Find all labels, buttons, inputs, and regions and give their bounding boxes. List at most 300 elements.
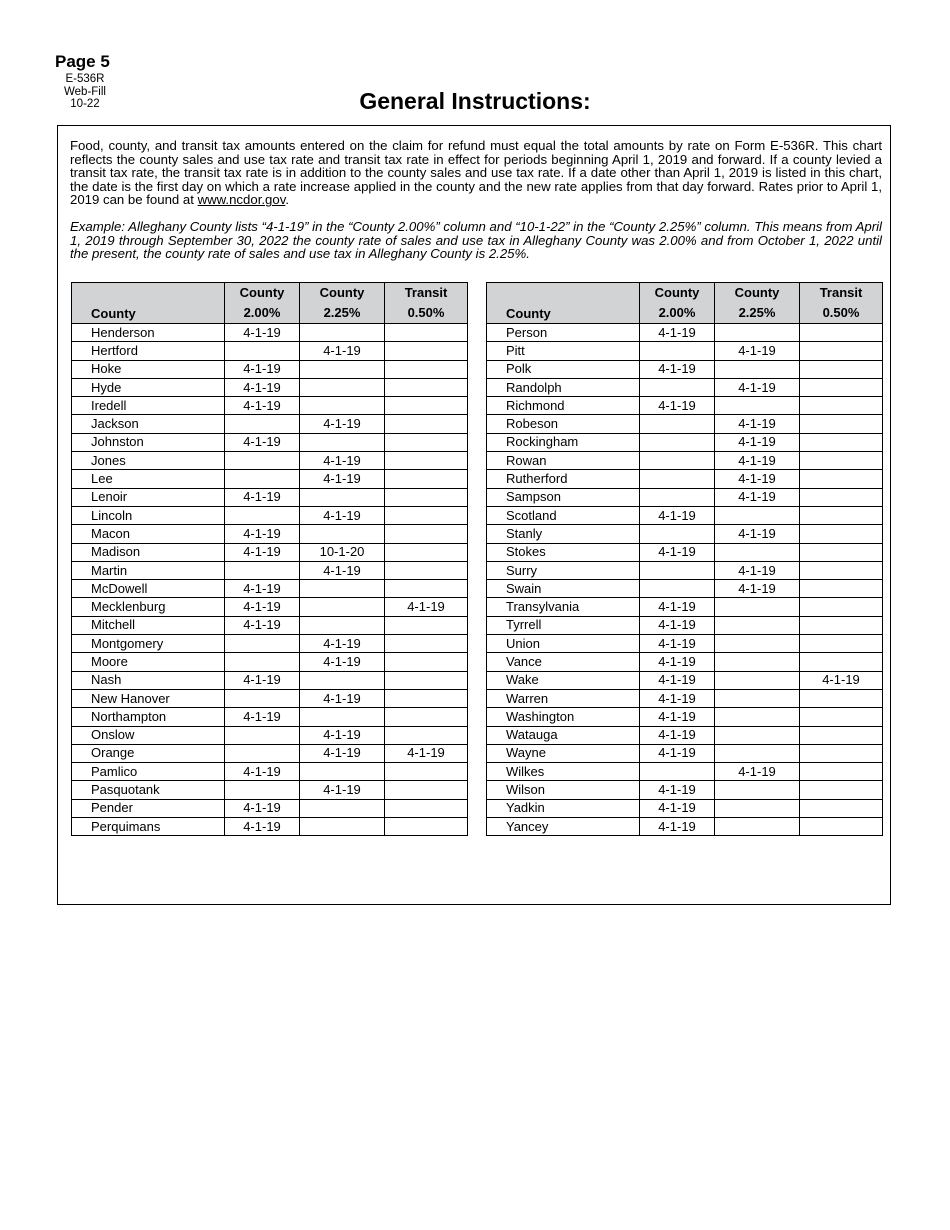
rate-2-00-cell: 4-1-19 [225, 818, 300, 836]
rate-2-00-cell: 4-1-19 [640, 635, 715, 653]
transit-cell [385, 452, 468, 470]
county-name-cell: Moore [72, 653, 225, 671]
transit-cell [385, 525, 468, 543]
rate-2-00-cell [640, 433, 715, 451]
rate-2-00-cell [640, 580, 715, 598]
rate-2-25-cell [300, 708, 385, 726]
rate-2-00-cell [225, 452, 300, 470]
column-header-county-2-25 [715, 283, 800, 324]
column-header-transit-0-50 [800, 283, 883, 324]
rate-2-25-cell: 10-1-20 [300, 543, 385, 561]
transit-cell [385, 543, 468, 561]
county-name-cell: Warren [487, 689, 640, 707]
instructions-box [57, 125, 891, 905]
transit-cell [385, 653, 468, 671]
rate-2-00-cell: 4-1-19 [225, 616, 300, 634]
rate-2-25-cell [715, 671, 800, 689]
table-header-row [72, 283, 468, 324]
rate-2-00-cell [640, 342, 715, 360]
county-name-cell: Northampton [72, 708, 225, 726]
transit-cell [800, 818, 883, 836]
rate-2-25-cell [300, 525, 385, 543]
table-row [487, 726, 883, 744]
table-row [487, 744, 883, 762]
county-name-cell: Wayne [487, 744, 640, 762]
rate-2-25-cell: 4-1-19 [300, 781, 385, 799]
transit-cell [800, 360, 883, 378]
table-row [72, 488, 468, 506]
transit-cell [800, 689, 883, 707]
table-row [487, 525, 883, 543]
form-date: 10-22 [70, 98, 100, 110]
county-name-cell: Union [487, 635, 640, 653]
county-name-cell: Perquimans [72, 818, 225, 836]
table-row [72, 433, 468, 451]
transit-cell [800, 763, 883, 781]
intro-paragraph [70, 139, 882, 207]
transit-cell [800, 708, 883, 726]
transit-cell [385, 433, 468, 451]
transit-cell [800, 653, 883, 671]
county-name-cell: Pasquotank [72, 781, 225, 799]
table-row [487, 671, 883, 689]
table-row [487, 818, 883, 836]
rate-2-25-cell [300, 397, 385, 415]
county-name-cell: Person [487, 324, 640, 342]
county-name-cell: Yancey [487, 818, 640, 836]
table-row [487, 543, 883, 561]
county-name-cell: Mitchell [72, 616, 225, 634]
transit-cell: 4-1-19 [385, 598, 468, 616]
rate-2-00-cell [640, 415, 715, 433]
county-name-cell: Nash [72, 671, 225, 689]
rate-2-00-cell: 4-1-19 [640, 744, 715, 762]
rate-2-25-cell [715, 616, 800, 634]
rate-2-00-cell: 4-1-19 [640, 818, 715, 836]
table-row [487, 598, 883, 616]
county-name-cell: Hyde [72, 378, 225, 396]
header-rate: 0.50% [822, 305, 860, 320]
table-row [72, 671, 468, 689]
county-name-cell: Surry [487, 561, 640, 579]
transit-cell [800, 744, 883, 762]
rate-2-25-cell [300, 433, 385, 451]
rate-2-00-cell: 4-1-19 [640, 360, 715, 378]
table-row [72, 799, 468, 817]
rate-2-00-cell [225, 415, 300, 433]
table-row [487, 689, 883, 707]
table-row [487, 433, 883, 451]
county-name-cell: Stanly [487, 525, 640, 543]
rate-2-25-cell [715, 506, 800, 524]
transit-cell [385, 470, 468, 488]
transit-cell [385, 781, 468, 799]
rate-2-00-cell: 4-1-19 [225, 763, 300, 781]
table-row [72, 525, 468, 543]
transit-cell [385, 818, 468, 836]
rate-2-25-cell: 4-1-19 [715, 488, 800, 506]
county-name-cell: Washington [487, 708, 640, 726]
rate-2-00-cell [225, 506, 300, 524]
transit-cell [800, 342, 883, 360]
header-line: Transit [404, 285, 448, 300]
table-body-left [72, 324, 468, 836]
table-row [487, 506, 883, 524]
transit-cell [800, 543, 883, 561]
rate-2-00-cell: 4-1-19 [640, 781, 715, 799]
table-row [72, 378, 468, 396]
rate-2-25-cell [715, 397, 800, 415]
table-row [72, 506, 468, 524]
rate-2-00-cell: 4-1-19 [640, 671, 715, 689]
table-body-right [487, 324, 883, 836]
rate-2-25-cell: 4-1-19 [300, 470, 385, 488]
table-row [487, 708, 883, 726]
county-name-cell: Hertford [72, 342, 225, 360]
header-line: County [654, 285, 700, 300]
county-name-cell: Rowan [487, 452, 640, 470]
county-name-cell: Martin [72, 561, 225, 579]
rate-2-25-cell [715, 689, 800, 707]
rate-2-00-cell [640, 470, 715, 488]
form-version: Web-Fill [64, 85, 106, 98]
rate-2-00-cell: 4-1-19 [225, 525, 300, 543]
transit-cell [800, 635, 883, 653]
intro-paragraph-end: . [285, 192, 289, 208]
transit-cell [800, 580, 883, 598]
county-name-cell: Pitt [487, 342, 640, 360]
transit-cell [800, 397, 883, 415]
county-name-cell: Transylvania [487, 598, 640, 616]
rate-2-25-cell [300, 488, 385, 506]
rate-2-25-cell [715, 726, 800, 744]
rate-2-25-cell: 4-1-19 [300, 415, 385, 433]
county-name-cell: Madison [72, 543, 225, 561]
form-number: E-536R [65, 73, 105, 85]
rate-2-00-cell: 4-1-19 [225, 378, 300, 396]
county-name-cell: Polk [487, 360, 640, 378]
county-name-cell: Watauga [487, 726, 640, 744]
county-name-cell: Pamlico [72, 763, 225, 781]
transit-cell [385, 616, 468, 634]
county-name-cell: Sampson [487, 488, 640, 506]
rate-2-00-cell: 4-1-19 [640, 689, 715, 707]
table-row [487, 799, 883, 817]
transit-cell [800, 433, 883, 451]
rate-2-00-cell: 4-1-19 [225, 360, 300, 378]
table-row [72, 397, 468, 415]
rate-2-25-cell: 4-1-19 [715, 433, 800, 451]
transit-cell [385, 488, 468, 506]
county-name-cell: Stokes [487, 543, 640, 561]
rate-2-00-cell [225, 470, 300, 488]
header-line: Transit [819, 285, 863, 300]
rate-2-25-cell: 4-1-19 [715, 452, 800, 470]
rate-2-25-cell: 4-1-19 [715, 342, 800, 360]
intro-text [70, 139, 882, 261]
rate-2-00-cell: 4-1-19 [225, 397, 300, 415]
table-row [72, 598, 468, 616]
table-row [72, 561, 468, 579]
table-row [72, 452, 468, 470]
table-row [487, 488, 883, 506]
rate-2-25-cell [300, 763, 385, 781]
rate-2-00-cell [640, 763, 715, 781]
rate-2-25-cell [715, 818, 800, 836]
rate-2-00-cell: 4-1-19 [640, 397, 715, 415]
transit-cell [800, 488, 883, 506]
rate-2-25-cell: 4-1-19 [715, 763, 800, 781]
rate-2-25-cell: 4-1-19 [300, 561, 385, 579]
transit-cell [385, 506, 468, 524]
county-name-cell: Robeson [487, 415, 640, 433]
transit-cell: 4-1-19 [385, 744, 468, 762]
rate-2-25-cell [715, 799, 800, 817]
rate-2-25-cell [300, 799, 385, 817]
rate-2-00-cell [225, 635, 300, 653]
table-row [72, 726, 468, 744]
header-rate: 2.25% [323, 305, 361, 320]
rate-2-25-cell: 4-1-19 [300, 726, 385, 744]
transit-cell [800, 726, 883, 744]
transit-cell [800, 616, 883, 634]
rate-2-25-cell [715, 653, 800, 671]
table-row [72, 708, 468, 726]
rate-2-25-cell [300, 324, 385, 342]
header-rate: 0.50% [407, 305, 445, 320]
transit-cell [385, 360, 468, 378]
transit-cell: 4-1-19 [800, 671, 883, 689]
rate-2-25-cell: 4-1-19 [300, 342, 385, 360]
rate-2-00-cell [640, 378, 715, 396]
transit-cell [385, 635, 468, 653]
transit-cell [800, 324, 883, 342]
rate-2-25-cell [715, 708, 800, 726]
rate-2-25-cell [300, 671, 385, 689]
county-name-cell: Hoke [72, 360, 225, 378]
transit-cell [800, 506, 883, 524]
rate-2-00-cell: 4-1-19 [640, 708, 715, 726]
county-name-cell: Swain [487, 580, 640, 598]
county-name-cell: Jones [72, 452, 225, 470]
county-name-cell: Rockingham [487, 433, 640, 451]
rate-2-25-cell: 4-1-19 [300, 635, 385, 653]
rate-2-25-cell [715, 635, 800, 653]
transit-cell [800, 378, 883, 396]
county-name-cell: Pender [72, 799, 225, 817]
transit-cell [800, 561, 883, 579]
county-rate-table-right [486, 282, 883, 836]
table-row [72, 415, 468, 433]
table-row [487, 635, 883, 653]
rate-2-00-cell: 4-1-19 [640, 543, 715, 561]
table-row [72, 360, 468, 378]
rate-2-00-cell [225, 689, 300, 707]
rate-2-25-cell [715, 598, 800, 616]
page-number: Page 5 [55, 52, 110, 71]
transit-cell [385, 580, 468, 598]
rate-2-25-cell [715, 744, 800, 762]
county-name-cell: Wilkes [487, 763, 640, 781]
rate-2-25-cell: 4-1-19 [715, 525, 800, 543]
rate-2-00-cell: 4-1-19 [225, 543, 300, 561]
ncdor-link[interactable]: www.ncdor.gov [197, 192, 286, 208]
table-row [72, 744, 468, 762]
transit-cell [385, 671, 468, 689]
transit-cell [800, 799, 883, 817]
rate-2-25-cell: 4-1-19 [300, 506, 385, 524]
rate-2-00-cell [640, 525, 715, 543]
rate-2-25-cell: 4-1-19 [300, 689, 385, 707]
header-line: County [319, 285, 365, 300]
column-header-county-2-00 [640, 283, 715, 324]
rate-2-00-cell: 4-1-19 [225, 671, 300, 689]
rate-2-00-cell: 4-1-19 [640, 726, 715, 744]
table-row [487, 763, 883, 781]
table-row [487, 378, 883, 396]
rate-2-00-cell: 4-1-19 [640, 598, 715, 616]
table-row [72, 653, 468, 671]
county-rate-table-left [71, 282, 468, 836]
table-row [487, 324, 883, 342]
county-name-cell: Randolph [487, 378, 640, 396]
header-rate: 2.25% [738, 305, 776, 320]
transit-cell [385, 689, 468, 707]
county-name-cell: Henderson [72, 324, 225, 342]
rate-2-00-cell: 4-1-19 [640, 653, 715, 671]
rate-2-25-cell [300, 360, 385, 378]
transit-cell [800, 415, 883, 433]
header-rate: 2.00% [658, 305, 696, 320]
rate-2-25-cell: 4-1-19 [715, 561, 800, 579]
rate-2-00-cell [225, 744, 300, 762]
column-header-county: County [487, 283, 640, 324]
rate-2-25-cell [300, 818, 385, 836]
table-row [487, 397, 883, 415]
rate-2-00-cell: 4-1-19 [225, 580, 300, 598]
transit-cell [385, 342, 468, 360]
rate-2-00-cell: 4-1-19 [225, 324, 300, 342]
header-rate: 2.00% [243, 305, 281, 320]
rate-2-00-cell [225, 726, 300, 744]
county-name-cell: Lee [72, 470, 225, 488]
column-header-county: County [72, 283, 225, 324]
example-paragraph: Example: Alleghany County lists “4-1-19” in the “County 2.00%” column and “10-1-22” in the “County 2.25%” column. This means from April 1, 2019 through September 30, 2022 the county rate of sales and use tax in Alleghany County was 2.00% and from October 1, 2022 until the present, the county rate of sales and use tax in Alleghany County is 2.25%. [70, 218, 882, 262]
table-row [487, 415, 883, 433]
county-name-cell: Yadkin [487, 799, 640, 817]
table-row [72, 543, 468, 561]
county-name-cell: Richmond [487, 397, 640, 415]
county-name-cell: Jackson [72, 415, 225, 433]
county-name-cell: Tyrrell [487, 616, 640, 634]
table-row [72, 763, 468, 781]
county-name-cell: Orange [72, 744, 225, 762]
table-row [72, 635, 468, 653]
rate-2-00-cell [225, 781, 300, 799]
rate-2-00-cell [640, 561, 715, 579]
county-name-cell: Lenoir [72, 488, 225, 506]
header-line: County [734, 285, 780, 300]
table-row [72, 818, 468, 836]
county-name-cell: Rutherford [487, 470, 640, 488]
rate-2-00-cell [225, 342, 300, 360]
page-title: General Instructions: [359, 88, 591, 114]
rate-2-00-cell: 4-1-19 [225, 799, 300, 817]
transit-cell [800, 525, 883, 543]
rate-2-00-cell [225, 653, 300, 671]
county-name-cell: Scotland [487, 506, 640, 524]
transit-cell [385, 415, 468, 433]
column-header-county-2-00 [225, 283, 300, 324]
column-header-county-2-25 [300, 283, 385, 324]
transit-cell [800, 781, 883, 799]
table-row [487, 561, 883, 579]
table-row [72, 324, 468, 342]
table-row [487, 616, 883, 634]
county-name-cell: Wilson [487, 781, 640, 799]
rate-2-25-cell: 4-1-19 [715, 415, 800, 433]
rate-2-25-cell [300, 598, 385, 616]
transit-cell [385, 799, 468, 817]
transit-cell [800, 452, 883, 470]
table-row [72, 616, 468, 634]
column-header-transit-0-50 [385, 283, 468, 324]
rate-2-00-cell [640, 452, 715, 470]
rate-2-25-cell [715, 360, 800, 378]
transit-cell [800, 598, 883, 616]
table-row [487, 580, 883, 598]
rate-2-25-cell [715, 543, 800, 561]
table-row [487, 360, 883, 378]
rate-2-00-cell: 4-1-19 [225, 488, 300, 506]
county-name-cell: Montgomery [72, 635, 225, 653]
transit-cell [385, 708, 468, 726]
rate-2-00-cell: 4-1-19 [640, 324, 715, 342]
rate-2-00-cell: 4-1-19 [640, 799, 715, 817]
county-name-cell: Mecklenburg [72, 598, 225, 616]
rate-2-00-cell: 4-1-19 [225, 708, 300, 726]
transit-cell [385, 561, 468, 579]
table-row [487, 342, 883, 360]
transit-cell [385, 397, 468, 415]
rate-2-25-cell [715, 324, 800, 342]
county-name-cell: Iredell [72, 397, 225, 415]
transit-cell [385, 763, 468, 781]
rate-2-25-cell: 4-1-19 [300, 452, 385, 470]
county-name-cell: McDowell [72, 580, 225, 598]
county-name-cell: Onslow [72, 726, 225, 744]
transit-cell [385, 324, 468, 342]
transit-cell [385, 378, 468, 396]
rate-2-25-cell: 4-1-19 [715, 470, 800, 488]
table-row [487, 653, 883, 671]
rate-2-25-cell: 4-1-19 [715, 580, 800, 598]
rate-2-00-cell: 4-1-19 [225, 433, 300, 451]
rate-2-00-cell: 4-1-19 [640, 616, 715, 634]
table-row [72, 580, 468, 598]
county-name-cell: Vance [487, 653, 640, 671]
table-row [487, 470, 883, 488]
county-name-cell: Wake [487, 671, 640, 689]
county-name-cell: Lincoln [72, 506, 225, 524]
table-row [72, 689, 468, 707]
table-row [487, 781, 883, 799]
county-name-cell: Macon [72, 525, 225, 543]
rate-2-25-cell [300, 580, 385, 598]
rate-2-00-cell: 4-1-19 [640, 506, 715, 524]
rate-2-25-cell: 4-1-19 [300, 653, 385, 671]
rate-2-25-cell [715, 781, 800, 799]
